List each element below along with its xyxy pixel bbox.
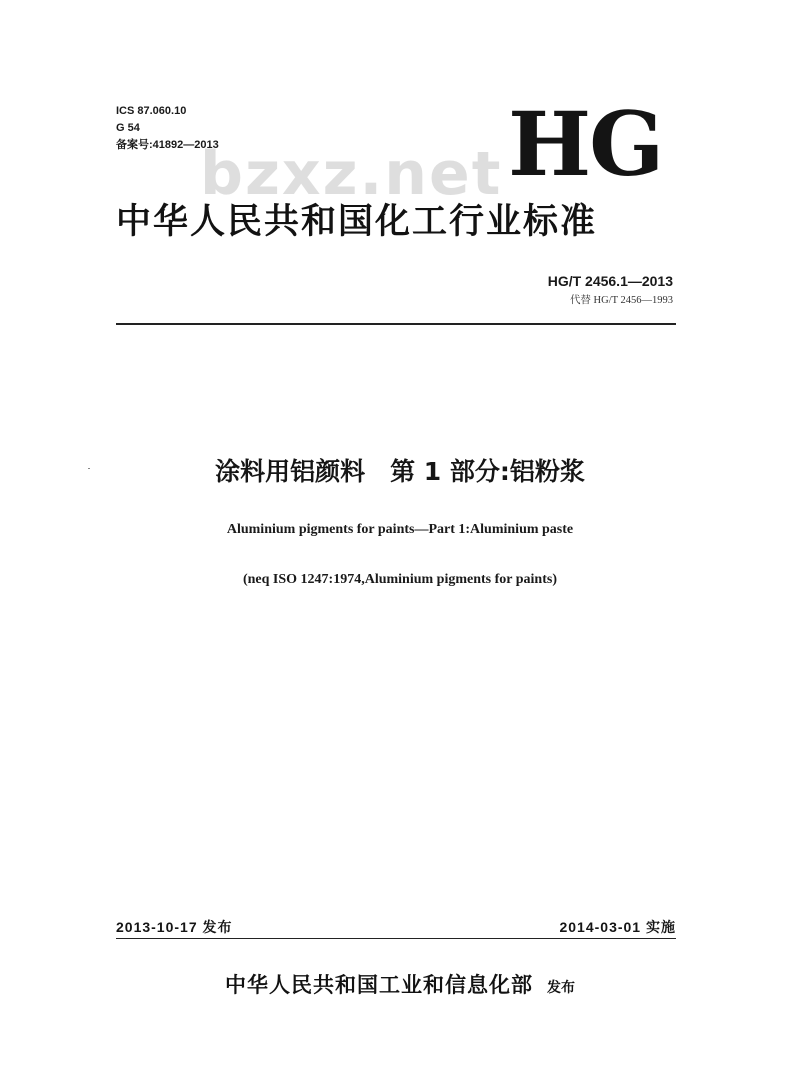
hg-logo: HG <box>508 92 663 196</box>
ccs-code: G 54 <box>116 122 140 134</box>
filing-number: 备案号:41892—2013 <box>116 139 219 151</box>
header-divider <box>116 323 676 325</box>
publisher-name: 中华人民共和国工业和信息化部 <box>225 973 533 997</box>
document-title-chinese: 涂料用铝颜料 第 1 部分:铝粉浆 <box>215 457 585 486</box>
issue-date: 2013-10-17 发布 <box>116 919 233 935</box>
document-title-english: Aluminium pigments for paints—Part 1:Aluminium paste <box>226 522 574 537</box>
standard-metadata <box>116 103 219 154</box>
equivalence-reference: (neq ISO 1247:1974,Aluminium pigments for paints) <box>242 572 557 587</box>
standard-category-title: 中华人民共和国化工行业标准 <box>116 202 598 242</box>
watermark: bzxz.net <box>200 139 503 209</box>
publisher-suffix: 发布 <box>547 980 575 996</box>
ics-code: ICS 87.060.10 <box>116 105 187 117</box>
replaces-standard: 代替 HG/T 2456—1993 <box>569 295 673 306</box>
publisher-line <box>0 970 800 1003</box>
footer-divider <box>116 938 676 939</box>
implementation-date: 2014-03-01 实施 <box>559 919 676 935</box>
standard-number: HG/T 2456.1—2013 <box>547 273 673 289</box>
